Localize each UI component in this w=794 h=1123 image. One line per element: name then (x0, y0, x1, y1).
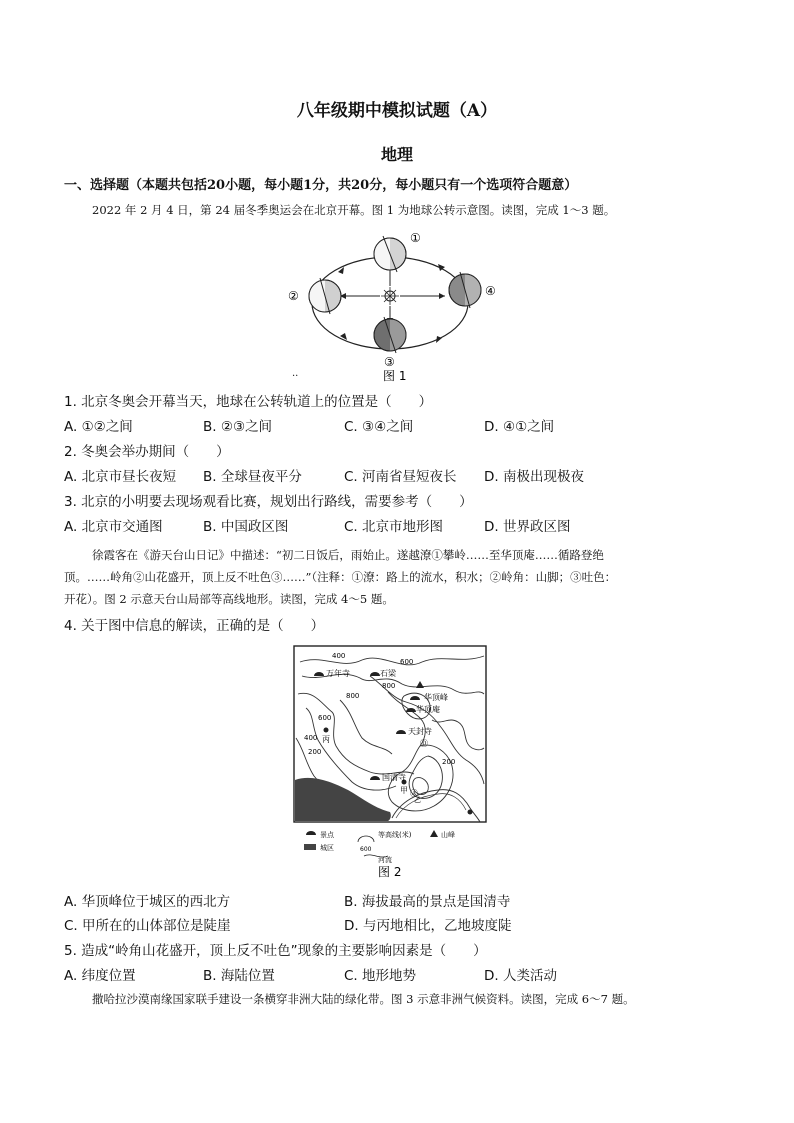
q5-option-d[interactable]: D. 人类活动 (484, 968, 557, 984)
question-4-stem: 4. 关于图中信息的解读，正确的是（ ） (64, 618, 325, 634)
place-jia: 甲 (400, 786, 408, 795)
q3-option-d[interactable]: D. 世界政区图 (484, 519, 571, 535)
intro-text-3: 撒哈拉沙漠南缘国家联手建设一条横穿非洲大陆的绿化带。图 3 示意非洲气候资料。读图，完成 6～7 题。 (92, 992, 635, 1006)
svg-text:景点: 景点 (320, 831, 334, 839)
svg-text:600: 600 (360, 846, 372, 853)
earth-position-2 (309, 278, 341, 314)
fig1-label-1: ① (410, 231, 421, 245)
point-bing (324, 728, 329, 733)
earth-position-1 (374, 236, 406, 272)
q3-option-c[interactable]: C. 北京市地形图 (344, 519, 444, 535)
fig1-label-4: ④ (485, 284, 496, 298)
figure-2-contour-map (292, 642, 492, 878)
point-d-label: Ⓓ (420, 739, 428, 748)
question-2-stem: 2. 冬奥会举办期间（ ） (64, 444, 230, 460)
q5-option-c[interactable]: C. 地形地势 (344, 968, 417, 984)
subject-title: 地理 (380, 145, 413, 164)
q3-option-a[interactable]: A. 北京市交通图 (64, 519, 163, 535)
section-heading: 一、选择题（本题共包括20小题，每小题1分，共20分，每小题只有一个选项符合题意） (64, 178, 578, 193)
place-bing: 丙 (322, 735, 330, 744)
intro-text-1: 2022 年 2 月 4 日，第 24 届冬季奥运会在北京开幕。图 1 为地球公转示意图。读图，完成 1～3 题。 (92, 203, 616, 217)
q2-option-a[interactable]: A. 北京市昼长夜短 (64, 469, 177, 485)
intro-text-2-line-2: 顶。……岭角②山花盛开，顶上反不吐色③……”（注释：①潦：路上的流水，积水；②岭角：山脚；③吐色： (64, 570, 617, 584)
svg-text:城区: 城区 (320, 844, 334, 852)
q2-option-d[interactable]: D. 南极出现极夜 (484, 469, 584, 485)
contour-value-2: 600 (400, 658, 414, 666)
q2-option-b[interactable]: B. 全球昼夜平分 (203, 469, 302, 485)
question-1-stem: 1. 北京冬奥会开幕当天，地球在公转轨道上的位置是（ ） (64, 394, 433, 410)
intro-text-2-line-3: 开花）。图 2 示意天台山局部等高线地形。读图，完成 4～5 题。 (64, 592, 394, 606)
q4-option-a[interactable]: A. 华顶峰位于城区的西北方 (64, 894, 231, 910)
q2-option-c[interactable]: C. 河南省昼短夜长 (344, 469, 457, 485)
contour-value-6: 200 (308, 748, 322, 756)
earth-position-4 (449, 272, 481, 308)
contour-value-3: 800 (346, 692, 360, 700)
place-guoqing-temple: 国清寺 (382, 773, 406, 782)
q1-option-a[interactable]: A. ①②之间 (64, 419, 133, 435)
map-legend (304, 830, 455, 864)
contour-value-4: 600 (318, 714, 332, 722)
q4-option-d[interactable]: D. 与丙地相比，乙地坡度陡 (344, 918, 512, 934)
svg-text:等高线(米): 等高线(米) (378, 831, 412, 839)
q1-option-b[interactable]: B. ②③之间 (203, 419, 273, 435)
point-right (468, 810, 473, 815)
fig1-label-2: ② (288, 289, 299, 303)
contour-value-5: 800 (382, 682, 396, 690)
fig1-caption: 图 1 (383, 369, 407, 383)
place-huadingan: 华顶庵 (416, 705, 440, 714)
question-3-stem: 3. 北京的小明要去现场观看比赛，规划出行路线，需要参考（ ） (64, 494, 473, 510)
orbit-arrow-se (436, 336, 442, 343)
q4-option-c[interactable]: C. 甲所在的山体部位是陡崖 (64, 918, 231, 934)
place-yi: 乙 (414, 796, 421, 804)
q1-option-d[interactable]: D. ④①之间 (484, 419, 555, 435)
q5-option-b[interactable]: B. 海陆位置 (203, 968, 275, 984)
fig2-caption: 图 2 (378, 865, 402, 878)
figure-1-orbit-diagram (280, 220, 510, 385)
place-wannian-temple: 万年寺 (326, 669, 350, 678)
page-title: 八年级期中模拟试题（A） (296, 101, 498, 121)
q1-option-c[interactable]: C. ③④之间 (344, 419, 414, 435)
sun-icon (381, 287, 399, 305)
place-tianfeng-temple: 天封寺 (408, 727, 432, 736)
place-huadingfeng: 华顶峰 (424, 693, 448, 702)
point-a-label: Ⓐ (410, 789, 418, 798)
contour-value-8: 200 (442, 758, 456, 766)
svg-text:河流: 河流 (378, 856, 392, 864)
svg-text:山峰: 山峰 (441, 831, 455, 839)
question-5-stem: 5. 造成“岭角山花盛开，顶上反不吐色”现象的主要影响因素是（ ） (64, 943, 487, 959)
contour-value-1: 400 (332, 652, 346, 660)
contour-value-7: 400 (304, 734, 318, 742)
q5-option-a[interactable]: A. 纬度位置 (64, 968, 136, 984)
fig1-stray-mark: .. (292, 368, 299, 379)
place-shiliang: 石梁 (380, 669, 396, 678)
q3-option-b[interactable]: B. 中国政区图 (203, 519, 289, 535)
fig1-label-3: ③ (384, 355, 395, 369)
intro-text-2-line-1: 徐霞客在《游天台山日记》中描述：“初二日饭后，雨始止。遂越潦①攀岭……至华顶庵……循路登绝 (92, 548, 604, 562)
earth-position-3 (374, 317, 406, 353)
q4-option-b[interactable]: B. 海拔最高的景点是国清寺 (344, 894, 511, 910)
